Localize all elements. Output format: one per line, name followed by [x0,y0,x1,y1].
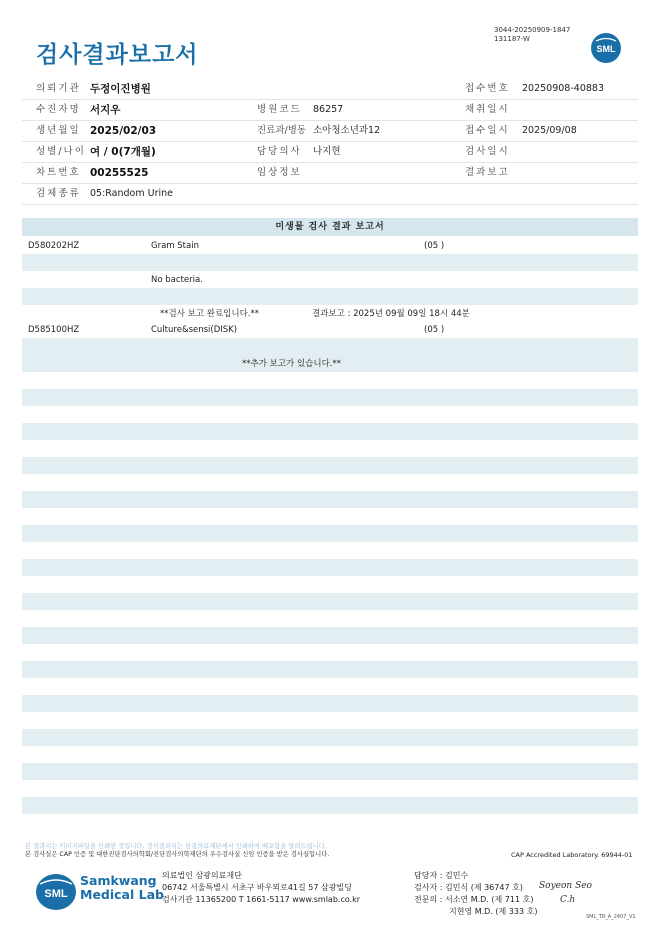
report-label: 결과보고 [465,167,510,178]
stripe [22,389,638,406]
chart-no-label: 차트번호 [36,167,81,178]
info-row-4 [22,142,638,163]
test1-result: No bacteria. [151,275,203,285]
stripe [22,423,638,440]
manager: 담당자 : 김민수 [414,871,469,880]
expert-1: 전문의 : 서소연 M.D. (제 711 호) [414,895,534,904]
document-id [494,26,570,44]
notice-accreditation: 본 검사실은 CAP 인증 및 대한진단검사의학회/진단검사의학재단의 우수검사실 신임 인증을 받은 검사실입니다. [25,851,330,858]
specimen-value: 05:Random Urine [90,188,174,199]
receipt-no-label: 접수번호 [465,83,510,94]
stripe [22,729,638,746]
stripe [22,661,638,678]
hospital-code-label: 병원코드 [257,104,302,115]
hospital-value: 두정이진병원 [90,83,151,95]
stripe [22,288,638,305]
micro-section-header: 미생물 검사 결과 보고서 [22,218,638,236]
dept-label: 진료과/병동 [257,125,307,136]
test2-code: D585100HZ [28,325,80,335]
info-row-1 [22,79,638,100]
dept-value: 소아청소년과12 [313,125,381,136]
test1-name: Gram Stain [151,241,199,251]
tester: 검사자 : 김민식 (제 36747 호) [414,883,523,892]
form-code: SML_TR_A_2407_V1 [586,914,636,920]
stripe [22,559,638,576]
report-complete-text: **검사 보고 완료입니다.** [160,309,260,319]
org-address: 06742 서울특별시 서초구 바우뫼로41길 57 삼광빌딩 [162,883,352,892]
specimen-label: 검체종류 [36,188,81,199]
stripe [22,763,638,780]
staff-info [414,870,537,918]
cap-accreditation: CAP Accredited Laboratory. 69944-01 [511,851,633,859]
name-label: 수진자명 [36,104,81,115]
clinical-label: 임상정보 [257,167,302,178]
info-row-6 [22,184,638,205]
name-value: 서지우 [90,104,121,116]
notice-image-print: 본 결과지는 이미지파일을 인쇄한 것입니다. 정식결과지는 삼광의료재단에서 인쇄하여 배포함을 알려드립니다. [25,843,327,850]
test2-name: Culture&sensi(DISK) [151,325,238,335]
document-id-line1: 3044-20250909-1847 [494,26,571,34]
samkwang-logo-icon [35,873,77,911]
collect-date-label: 채취일시 [465,104,510,115]
test1-specimen: (05 ) [424,241,445,251]
info-row-3 [22,121,638,142]
chart-no-value: 00255525 [90,167,149,179]
dob-label: 생년월일 [36,125,81,136]
test2-specimen: (05 ) [424,325,445,335]
receipt-date-value: 2025/09/08 [522,125,577,136]
info-row-2 [22,100,638,121]
org-name: 의료법인 삼광의료재단 [162,871,242,880]
stripe [22,627,638,644]
stripe [22,338,638,355]
stripe [22,254,638,271]
org-info [162,870,360,906]
stripe [22,491,638,508]
logo-line2: Medical Lab [80,887,164,902]
stripe [22,457,638,474]
report-title: 검사결과보고서 [36,42,199,68]
hospital-code-value: 86257 [313,104,344,115]
sml-logo-icon [590,32,622,64]
sml-logo-text: SML [596,44,616,54]
org-contact: 검사기관 11365200 T 1661-5117 www.smlab.co.kr [162,895,361,904]
stripe [22,525,638,542]
receipt-date-label: 접수일시 [465,125,510,136]
expert-2: 지현영 M.D. (제 333 호) [449,907,538,916]
additional-report-text: **추가 보고가 있습니다.** [242,359,342,369]
signature-2: C.h [560,895,576,905]
logo-line1: Samkwang [80,873,157,888]
stripe [22,593,638,610]
receipt-no-value: 20250908-40883 [522,83,605,94]
dob-value: 2025/02/03 [90,125,157,137]
doctor-label: 담당의사 [257,146,302,157]
info-row-5 [22,163,638,184]
stripe [22,797,638,814]
document-id-line2: 131187-W [494,35,530,43]
stripe [22,695,638,712]
sex-age-value: 여 / 0(7개월) [90,146,156,158]
samkwang-logo-text [80,874,164,902]
test-date-label: 검사일시 [465,146,510,157]
sex-age-label: 성별/나이 [36,146,86,157]
report-time: 결과보고 : 2025년 09월 09일 18시 44분 [312,309,470,319]
hospital-label: 의뢰기관 [36,83,81,94]
doctor-value: 나지현 [313,146,341,157]
samkwang-logo-sml: SML [44,888,68,900]
test1-code: D580202HZ [28,241,80,251]
signature-1: Soyeon Seo [539,881,592,891]
